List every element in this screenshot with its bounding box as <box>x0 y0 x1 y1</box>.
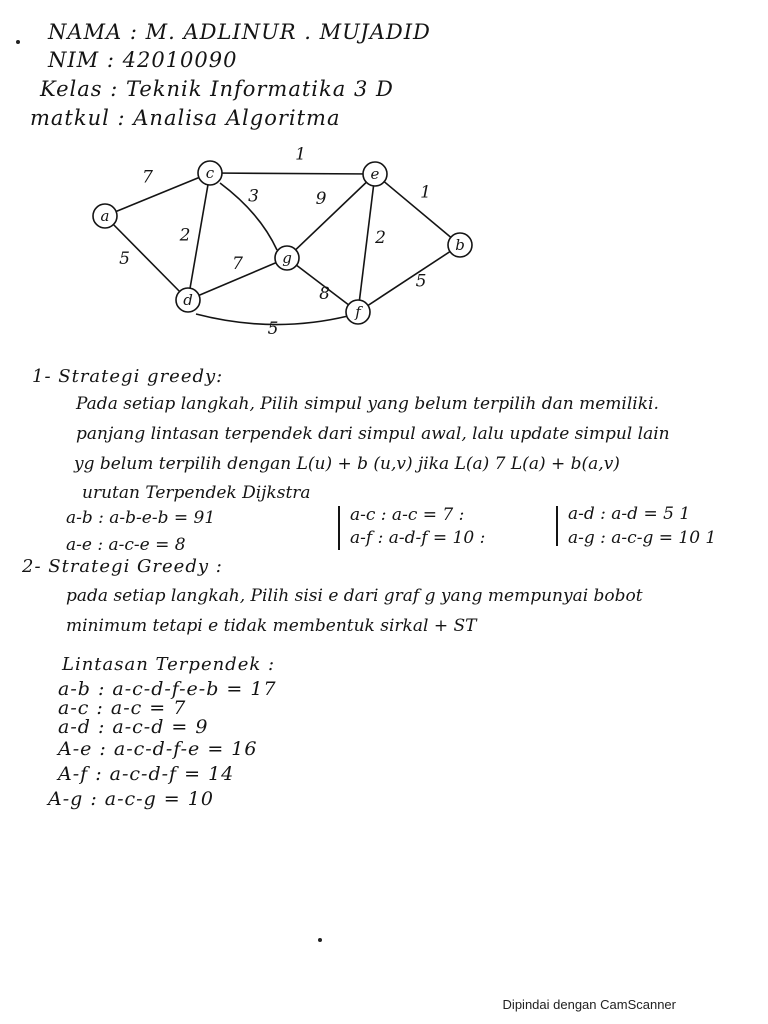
graph-edge-g-e <box>287 174 375 258</box>
graph-edge-a-c <box>105 173 210 216</box>
shortest-path-row: A-f : a-c-d-f = 14 <box>58 763 235 785</box>
section1-line2: panjang lintasan terpendek dari simpul awal, lalu update simpul lain <box>76 424 670 444</box>
student-class: Kelas : Teknik Informatika 3 D <box>40 77 394 101</box>
dijkstra-col1-row1: a-b : a-b-e-b = 91 <box>66 508 216 528</box>
graph-node-g <box>275 246 299 270</box>
graph-node-label: d <box>183 291 193 309</box>
edge-weight-g-e: 9 <box>315 189 327 209</box>
graph-node-a <box>93 204 117 228</box>
graph-edge-c-d <box>188 173 210 300</box>
section2-line2: minimum tetapi e tidak membentuk sirkal + ST <box>66 616 477 636</box>
graph-node-label: f <box>355 303 361 321</box>
graph-edge-e-f <box>358 174 375 312</box>
dijkstra-col1-row2: a-e : a-c-e = 8 <box>66 535 186 555</box>
edge-weight-g-f: 8 <box>319 284 330 304</box>
shortest-path-row: a-d : a-c-d = 9 <box>58 716 209 738</box>
graph-node-label: a <box>100 207 110 225</box>
graph-node-e <box>363 162 387 186</box>
edge-weight-d-f: 5 <box>267 319 279 339</box>
edge-weight-a-d: 5 <box>119 249 130 269</box>
shortest-path-row: A-e : a-c-d-f-e = 16 <box>58 738 258 760</box>
section2-line1: pada setiap langkah, Pilih sisi e dari graf g yang mempunyai bobot <box>66 586 643 606</box>
edge-weight-c-g: 3 <box>248 186 259 207</box>
edge-weight-e-b: 1 <box>420 182 431 203</box>
graph-node-d <box>176 288 200 312</box>
graph-edge-a-d <box>105 216 188 300</box>
shortest-path-row: a-c : a-c = 7 <box>58 697 187 719</box>
section1-heading: 1- Strategi greedy: <box>32 366 224 387</box>
column-divider <box>556 506 558 546</box>
course-name: matkul : Analisa Algoritma <box>30 106 341 130</box>
edge-weight-c-d: 2 <box>179 225 191 246</box>
graph-node-c <box>198 161 222 185</box>
column-divider <box>338 506 340 550</box>
shortest-path-row: a-b : a-c-d-f-e-b = 17 <box>58 678 277 700</box>
edge-weight-c-e: 1 <box>295 144 306 165</box>
dijkstra-col2-row2: a-f : a-d-f = 10 : <box>350 528 486 548</box>
student-nim: NIM : 42010090 <box>48 48 238 72</box>
graph-node-label: g <box>282 249 292 267</box>
section1-line1: Pada setiap langkah, Pilih simpul yang belum terpilih dan memiliki. <box>76 394 659 414</box>
scanner-watermark: Dipindai dengan CamScanner <box>502 997 676 1012</box>
graph-edge-c-e <box>210 173 375 174</box>
graph-node-label: e <box>370 165 380 183</box>
shortest-path-row: A-g : a-c-g = 10 <box>48 788 214 810</box>
weighted-graph <box>80 140 480 360</box>
dijkstra-col3-row2: a-g : a-c-g = 10 1 <box>568 528 717 548</box>
dijkstra-col2-row1: a-c : a-c = 7 : <box>350 505 465 525</box>
graph-edge-f-b <box>358 245 460 312</box>
student-name: NAMA : M. ADLINUR . MUJADID <box>48 20 431 44</box>
dijkstra-col3-row1: a-d : a-d = 5 1 <box>568 504 691 524</box>
graph-edge-e-b <box>375 174 460 245</box>
edge-weight-f-b: 5 <box>415 271 427 292</box>
edge-weight-e-f: 2 <box>375 228 386 248</box>
shortest-path-heading: Lintasan Terpendek : <box>62 654 276 675</box>
graph-node-label: b <box>455 236 465 254</box>
edge-weight-a-c: 7 <box>142 167 153 188</box>
ink-dot <box>318 938 322 942</box>
graph-node-label: c <box>205 164 215 182</box>
graph-node-b <box>448 233 472 257</box>
ink-dot <box>16 40 20 44</box>
edge-weight-d-g: 7 <box>232 254 243 274</box>
section2-heading: 2- Strategi Greedy : <box>22 556 223 577</box>
section1-line3: yg belum terpilih dengan L(u) + b (u,v) jika L(a) 7 L(a) + b(a,v) <box>74 454 620 474</box>
graph-node-f <box>346 300 370 324</box>
section1-line4: urutan Terpendek Dijkstra <box>82 483 311 503</box>
